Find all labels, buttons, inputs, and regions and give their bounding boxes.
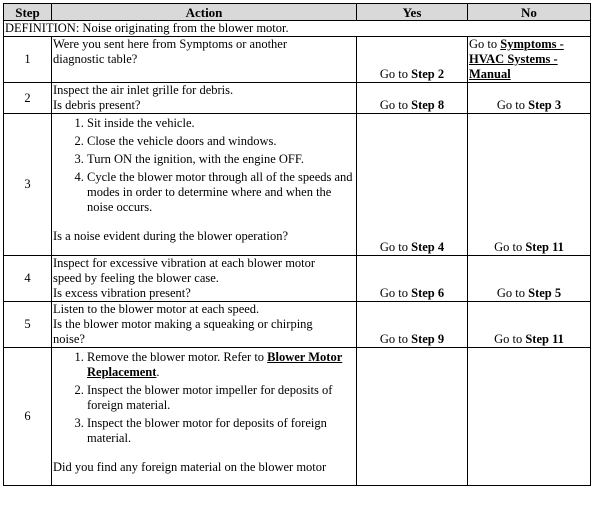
list-item: 3. Turn ON the ignition, with the engine OFF. [87,152,355,167]
action-line: Listen to the blower motor at each speed. [53,302,260,316]
action-line: Inspect for excessive vibration at each blower motor [53,256,316,270]
list-item: 2. Inspect the blower motor impeller for deposits of foreign material. [87,383,355,413]
yes-cell [357,37,468,83]
step-action [52,256,357,302]
table-row [4,83,591,114]
yes-cell [357,114,468,256]
table-row [4,348,591,486]
go-to-label: Go to [494,332,523,346]
action-line: noise? [53,332,85,346]
step-number: 4 [4,256,52,302]
step-action [52,83,357,114]
definition-row [4,21,591,37]
yes-cell [357,348,468,486]
list-item-text: . [156,365,160,379]
yes-cell [357,83,468,114]
definition-text: DEFINITION: Noise originating from the blower motor. [4,21,591,37]
header-step: Step [4,4,52,21]
step-number: 1 [4,37,52,83]
yes-step-link[interactable]: Step 6 [411,286,445,300]
no-step-link[interactable]: Step 11 [525,240,564,254]
step-number: 5 [4,302,52,348]
go-to-label: Go to [379,67,408,81]
manual-link[interactable]: Manual [469,67,511,81]
list-item: 1. Sit inside the vehicle. [87,116,355,131]
yes-step-link[interactable]: Step 2 [411,67,445,81]
yes-cell [357,302,468,348]
table-row [4,256,591,302]
no-step-link[interactable]: Step 11 [525,332,564,346]
table-row [4,37,591,83]
action-line: diagnostic table? [53,52,138,66]
action-line: Is excess vibration present? [53,286,191,300]
step-number: 2 [4,83,52,114]
header-yes: Yes [357,4,468,21]
go-to-label: Go to [379,240,408,254]
action-question: Did you find any foreign material on the blower motor [53,460,327,474]
action-line: Were you sent here from Symptoms or another [53,37,288,51]
no-cell [468,302,591,348]
no-cell [468,37,591,83]
step-action [52,37,357,83]
header-action: Action [52,4,357,21]
yes-step-link[interactable]: Step 8 [411,98,445,112]
symptoms-link[interactable]: Symptoms - [500,37,564,51]
action-line: speed by feeling the blower case. [53,271,219,285]
yes-cell [357,256,468,302]
action-line: Inspect the air inlet grille for debris. [53,83,234,97]
list-item-text: Remove the blower motor. Refer to [87,350,268,364]
yes-step-link[interactable]: Step 9 [411,332,445,346]
table-row [4,302,591,348]
go-to-label: Go to [379,286,408,300]
no-step-link[interactable]: Step 3 [528,98,562,112]
step-action [52,348,357,486]
go-to-label: Go to [496,286,525,300]
list-item [87,350,355,380]
go-to-label: Go to [379,332,408,346]
list-item: 2. Close the vehicle doors and windows. [87,134,355,149]
go-to-label: Go to [379,98,408,112]
action-line: Is the blower motor making a squeaking or chirping [53,317,313,331]
no-cell [468,114,591,256]
list-item: 3. Inspect the blower motor for deposits of foreign material. [87,416,355,446]
no-cell [468,348,591,486]
header-row [4,4,591,21]
list-item: 4. Cycle the blower motor through all of the speeds and modes in order to determine where and when the noise occurs. [87,170,355,215]
instruction-list [53,116,355,215]
instruction-list [53,350,355,446]
step-number: 3 [4,114,52,256]
step-action [52,114,357,256]
action-question: Is a noise evident during the blower operation? [53,229,288,243]
step-action [52,302,357,348]
go-to-label: Go to [494,240,523,254]
no-cell [468,83,591,114]
no-step-link[interactable]: Step 5 [528,286,562,300]
step-number: 6 [4,348,52,486]
go-to-label: Go to [496,98,525,112]
diagnostic-table [3,3,591,486]
blower-motor-replacement-link[interactable]: Blower Motor Replacement [87,350,343,379]
no-cell [468,256,591,302]
action-line: Is debris present? [53,98,141,112]
header-no: No [468,4,591,21]
go-to-label: Go to [469,37,498,51]
hvac-systems-link[interactable]: HVAC Systems - [469,52,558,66]
yes-step-link[interactable]: Step 4 [411,240,445,254]
table-row [4,114,591,256]
